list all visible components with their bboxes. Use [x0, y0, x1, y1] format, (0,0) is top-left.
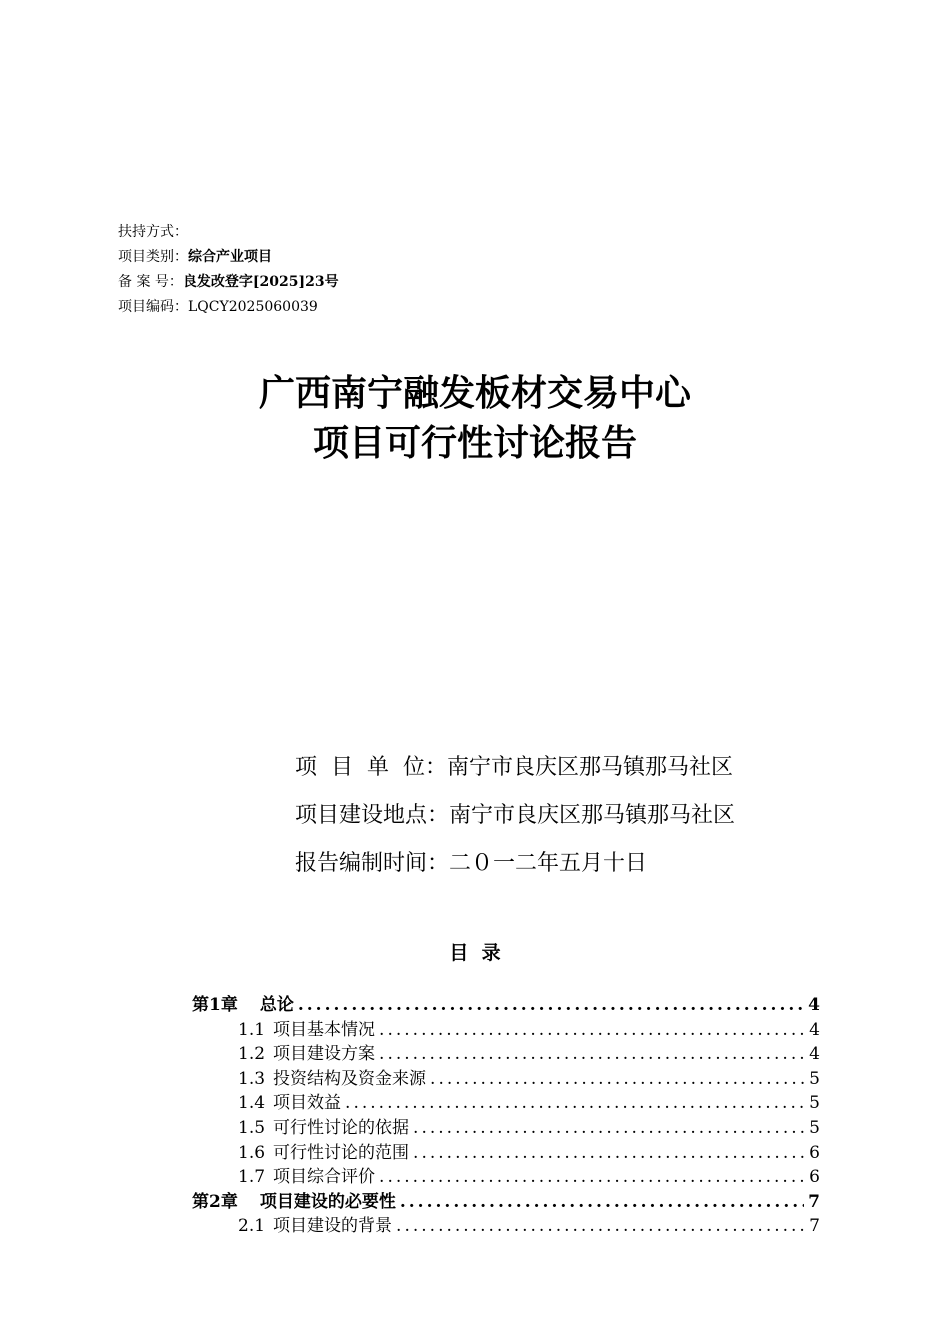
project-meta	[118, 220, 339, 320]
info-label: 项 目 单 位：	[295, 755, 447, 780]
toc-leader-dots	[345, 1093, 805, 1113]
toc-section-entry[interactable]	[192, 1113, 820, 1138]
toc-entry-number: 1.1	[238, 1019, 266, 1040]
toc-entry-page: 5	[809, 1068, 820, 1089]
toc-entry-title: 项目建设方案	[273, 1044, 376, 1065]
toc-entry-page: 4	[808, 995, 820, 1015]
document-title-line2: 项目可行性讨论报告	[312, 422, 637, 464]
toc-entry-page: 4	[809, 1019, 820, 1040]
toc-entry-label	[238, 1162, 375, 1187]
toc-section-entry[interactable]	[192, 1088, 820, 1113]
toc-entry-page: 5	[809, 1093, 820, 1114]
toc-leader-dots	[430, 1069, 805, 1089]
toc-leader-dots	[400, 1192, 804, 1212]
toc-leader-dots	[413, 1118, 805, 1138]
project-info	[295, 744, 735, 888]
meta-filing-number	[118, 270, 339, 295]
toc-section-entry[interactable]	[192, 1162, 820, 1187]
toc-leader-dots	[379, 1020, 805, 1040]
info-label: 项目建设地点：	[295, 803, 450, 828]
table-of-contents	[192, 990, 820, 1236]
toc-section-entry[interactable]	[192, 1015, 820, 1040]
toc-chapter-entry[interactable]	[192, 1187, 820, 1212]
toc-entry-number: 1.5	[238, 1117, 266, 1138]
toc-entry-page: 7	[809, 1216, 820, 1237]
meta-value: 良发改登字[2025]23号	[182, 274, 339, 290]
toc-entry-title: 可行性讨论的依据	[273, 1117, 410, 1138]
info-project-unit	[295, 744, 735, 792]
toc-leader-dots	[396, 1216, 805, 1236]
info-value: 南宁市良庆区那马镇那马社区	[449, 803, 736, 828]
toc-leader-dots	[413, 1143, 805, 1163]
meta-value: LQCY2025060039	[188, 299, 318, 315]
toc-section-entry[interactable]	[192, 1138, 820, 1163]
toc-entry-title: 总论	[259, 995, 294, 1015]
toc-entry-title: 项目建设的必要性	[259, 1191, 396, 1212]
toc-entry-title: 投资结构及资金来源	[273, 1068, 427, 1089]
toc-entry-number: 第1章	[192, 995, 238, 1015]
toc-entry-label	[192, 990, 294, 1015]
toc-entry-label	[192, 1187, 396, 1212]
meta-project-code	[118, 295, 339, 320]
toc-leader-dots	[379, 1167, 805, 1187]
toc-leader-dots	[298, 995, 804, 1015]
toc-entry-title: 项目建设的背景	[273, 1216, 393, 1237]
toc-title: 目 录	[449, 942, 501, 964]
toc-entry-number: 1.2	[238, 1044, 266, 1065]
toc-section-entry[interactable]	[192, 1064, 820, 1089]
info-label: 报告编制时间：	[295, 851, 450, 876]
toc-entry-page: 6	[809, 1167, 820, 1188]
meta-support-method	[118, 220, 339, 245]
document-title-line1: 广西南宁融发板材交易中心	[258, 372, 691, 414]
meta-label: 备 案 号：	[118, 274, 183, 290]
toc-entry-number: 1.4	[238, 1093, 266, 1114]
toc-entry-label	[238, 1088, 341, 1113]
toc-entry-title: 项目综合评价	[273, 1167, 376, 1188]
toc-leader-dots	[379, 1044, 805, 1064]
toc-entry-label	[238, 1039, 375, 1064]
meta-project-category	[118, 245, 339, 270]
meta-label: 扶持方式：	[118, 224, 188, 240]
toc-entry-number: 1.3	[238, 1068, 266, 1089]
meta-label: 项目编码：	[118, 299, 188, 315]
meta-value: 综合产业项目	[188, 249, 272, 265]
toc-entry-number: 1.7	[238, 1167, 266, 1188]
toc-entry-page: 7	[808, 1191, 820, 1212]
meta-label: 项目类别：	[118, 249, 188, 265]
toc-entry-label	[238, 1064, 426, 1089]
toc-entry-page: 4	[809, 1044, 820, 1065]
info-value: 二０一二年五月十日	[449, 851, 648, 876]
toc-entry-page: 6	[809, 1142, 820, 1163]
toc-entry-page: 5	[809, 1117, 820, 1138]
info-construction-site	[295, 792, 735, 840]
toc-section-entry[interactable]	[192, 1039, 820, 1064]
toc-section-entry[interactable]	[192, 1211, 820, 1236]
toc-entry-label	[238, 1211, 392, 1236]
toc-entry-title: 项目基本情况	[273, 1019, 376, 1040]
info-value: 南宁市良庆区那马镇那马社区	[446, 755, 733, 780]
toc-entry-label	[238, 1015, 375, 1040]
info-report-date	[295, 840, 735, 888]
toc-entry-label	[238, 1113, 409, 1138]
toc-entry-number: 1.6	[238, 1142, 266, 1163]
toc-chapter-entry[interactable]	[192, 990, 820, 1015]
toc-entry-title: 可行性讨论的范围	[273, 1142, 410, 1163]
toc-entry-number: 第2章	[192, 1191, 238, 1212]
toc-entry-title: 项目效益	[273, 1093, 342, 1114]
toc-entry-number: 2.1	[238, 1216, 266, 1237]
toc-entry-label	[238, 1138, 409, 1163]
